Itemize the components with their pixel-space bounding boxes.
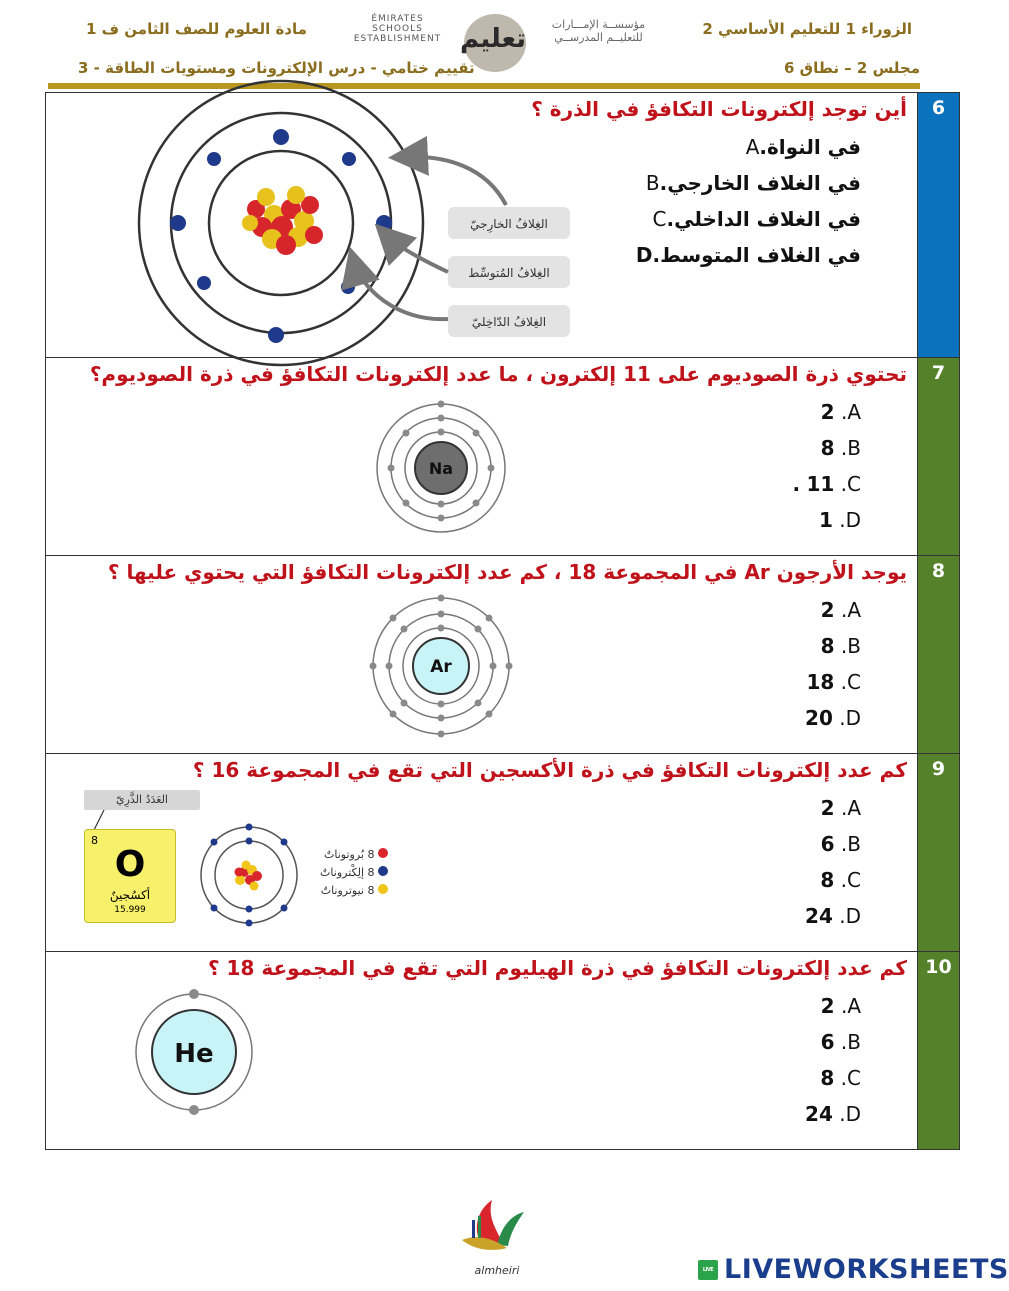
ese-logo-arabic: مؤسســة الإمـــارات للتعليــم المدرســي [551, 18, 646, 44]
atom-symbol: Ar [430, 657, 452, 677]
brand-name: almheiri [474, 1264, 520, 1277]
label-middle-shell: الغِلافُ المُتوسِّط [468, 266, 550, 280]
oxygen-atom-diagram [194, 820, 304, 930]
legend-electrons: 8 إلِكْتروناتٌ [308, 866, 388, 884]
argon-atom-diagram [366, 590, 516, 740]
council-name: مجلس 2 – نطاق 6 [784, 59, 920, 77]
option-c[interactable]: في الغلاف الداخلي.C [652, 207, 861, 231]
element-card [84, 829, 176, 923]
atomic-number: 8 [91, 834, 98, 847]
particle-legend [308, 848, 388, 902]
option-d[interactable]: في الغلاف المتوسط.D [635, 243, 861, 267]
nucleus [242, 186, 323, 255]
liveworksheets-brand[interactable] [698, 1254, 1009, 1285]
school-name: الزوراء 1 للتعليم الأساسي 2 [702, 20, 912, 38]
option-a[interactable]: 2 .A [820, 598, 861, 622]
question-number: 8 [917, 556, 959, 753]
label-inner-shell: الغِلافُ الدّاخِليّ [471, 315, 547, 329]
sodium-atom-diagram [371, 394, 511, 534]
element-name: أكسُجينٌ [109, 888, 151, 902]
option-d[interactable]: 1 .D [818, 508, 861, 532]
option-d[interactable]: 20 .D [805, 706, 861, 730]
atom-shells-diagram [86, 97, 550, 355]
option-d[interactable]: 24 .D [805, 1102, 861, 1126]
element-symbol: O [114, 844, 146, 885]
atom-symbol: Na [428, 459, 454, 478]
question-row-9 [46, 754, 959, 952]
question-text: أين توجد إلكترونات التكافؤ في الذرة ؟ [531, 97, 907, 121]
header-divider [48, 83, 920, 89]
legend-protons: 8 بُروتوناتٌ [308, 848, 388, 866]
question-number: 9 [917, 754, 959, 951]
question-text: كم عدد إلكترونات التكافؤ في ذرة الهيليوم التي تقع في المجموعة 18 ؟ [207, 956, 907, 980]
arrow-outer [404, 157, 506, 205]
question-number: 6 [917, 93, 959, 357]
taaleem-logo: تعليم [464, 14, 526, 72]
option-a[interactable]: 2 .A [820, 796, 861, 820]
question-number: 7 [917, 358, 959, 555]
option-c[interactable]: 8 .C [820, 868, 861, 892]
question-number: 10 [917, 952, 959, 1149]
atomic-number-label: العَدَدُ الذَّرِيّ [84, 790, 200, 810]
label-outer-shell: الغِلافُ الخارِجيّ [470, 217, 548, 231]
assessment-title: تقييم ختامي - درس الإلكترونات ومستويات الطاقة - 3 [78, 59, 475, 77]
option-a[interactable]: 2 .A [820, 994, 861, 1018]
question-row-6 [46, 93, 959, 358]
question-text: تحتوي ذرة الصوديوم على 11 إلكترون ، ما عدد إلكترونات التكافؤ في ذرة الصوديوم؟ [89, 362, 907, 386]
option-b[interactable]: 6 .B [820, 1030, 861, 1054]
question-text: كم عدد إلكترونات التكافؤ في ذرة الأكسجين التي تقع في المجموعة 16 ؟ [192, 758, 907, 782]
option-b[interactable]: 8 .B [820, 634, 861, 658]
element-mass: 15.999 [114, 905, 146, 915]
almheiri-logo [452, 1190, 542, 1280]
questions-table [45, 92, 960, 1150]
option-b[interactable]: 6 .B [820, 832, 861, 856]
calligraphy-mark [452, 1190, 542, 1260]
legend-neutrons: 8 نيوتروناتٌ [308, 884, 388, 902]
lws-icon: LIVE [698, 1260, 718, 1280]
option-b[interactable]: في الغلاف الخارجي.B [645, 171, 861, 195]
question-row-8 [46, 556, 959, 754]
option-a[interactable]: في النواة.A [745, 135, 861, 159]
lws-text: LIVEWORKSHEETS [724, 1254, 1009, 1285]
option-c[interactable]: 8 .C [820, 1066, 861, 1090]
subject-title: مادة العلوم للصف الثامن ف 1 [86, 20, 307, 38]
question-row-10 [46, 952, 959, 1149]
question-text: يوجد الأرجون Ar في المجموعة 18 ، كم عدد إلكترونات التكافؤ التي يحتوي عليها ؟ [107, 560, 907, 584]
atom-symbol: He [174, 1039, 214, 1069]
option-d[interactable]: 24 .D [805, 904, 861, 928]
option-c[interactable]: . 11 .C [792, 472, 861, 496]
option-a[interactable]: 2 .A [820, 400, 861, 424]
option-b[interactable]: 8 .B [820, 436, 861, 460]
question-row-7 [46, 358, 959, 556]
ese-logo-text: ÉMIRATES SCHOOLS ESTABLISHMENT [353, 14, 442, 44]
option-c[interactable]: 18 .C [806, 670, 861, 694]
helium-atom-diagram [128, 986, 260, 1118]
